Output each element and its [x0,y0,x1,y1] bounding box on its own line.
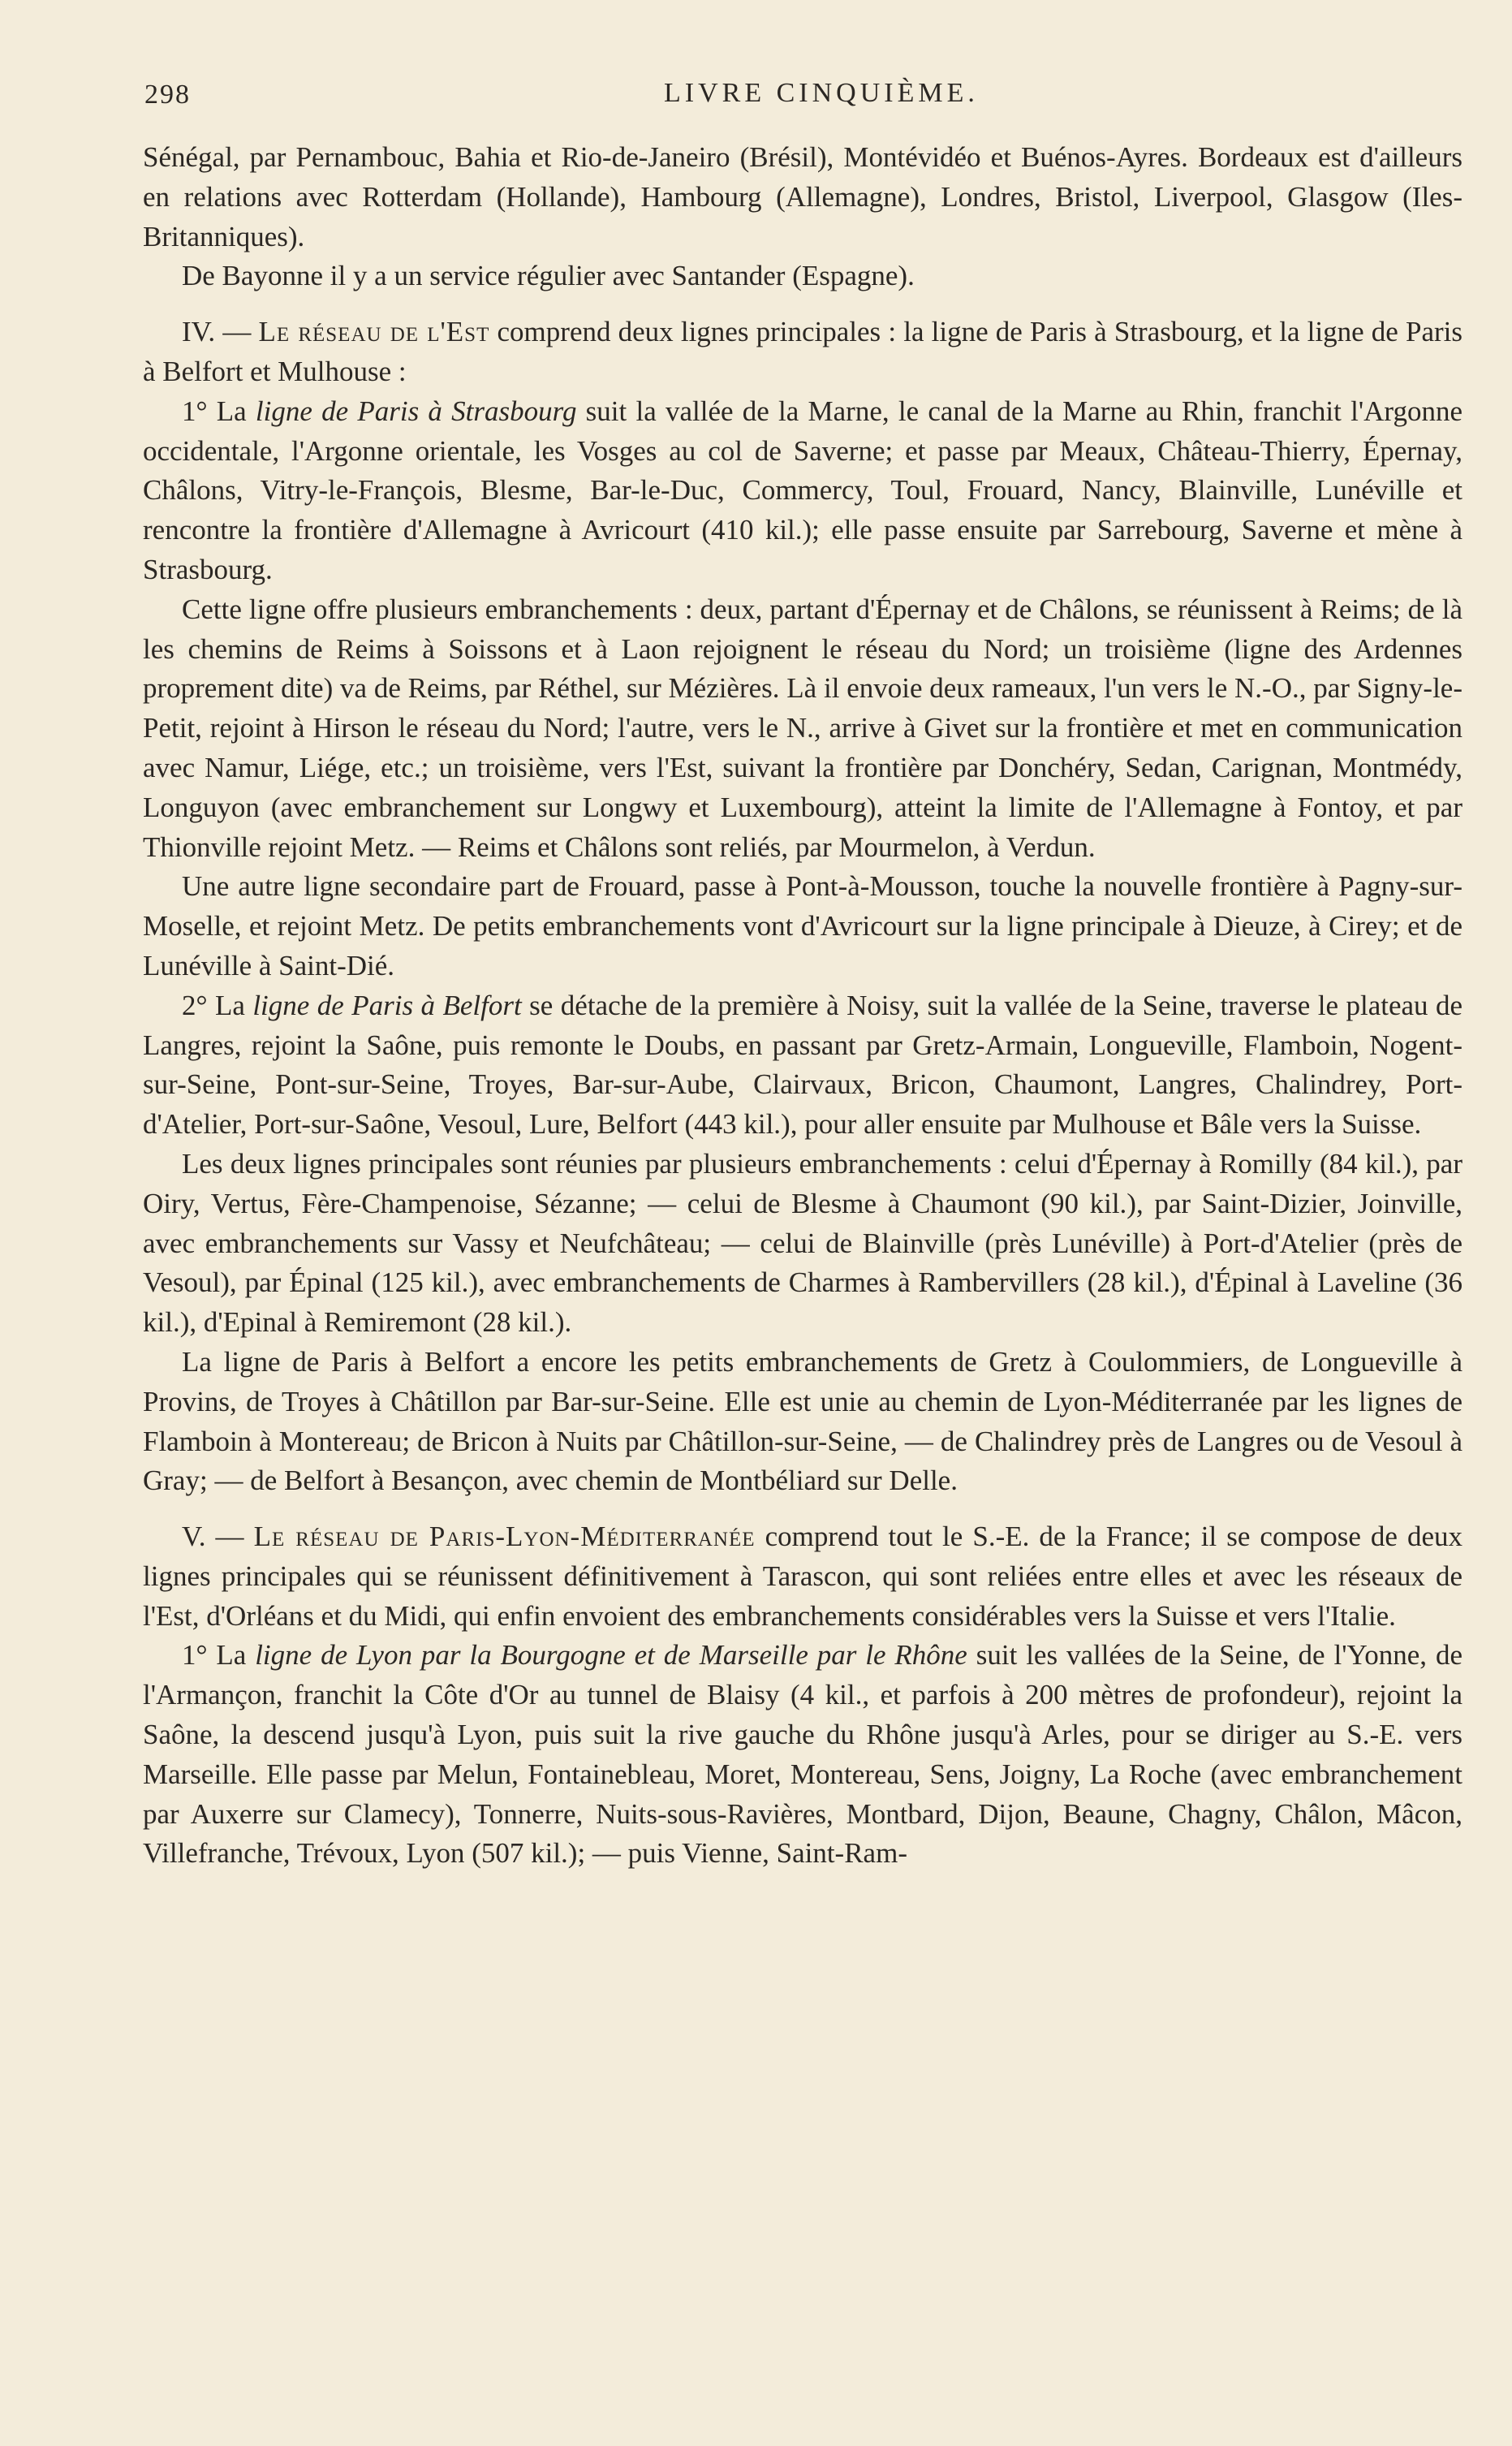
paragraph-text: comprend tout le S.-E. de la France; il se compose de deux lignes principales qui se réunissent définitivement à Tarascon, qui sont reliées entre elles et avec les réseaux de l'Est, d'Orléans et du Midi, qui enfin envoient des embranchements considérables vers la Suisse et vers l'Italie. [143,1521,1463,1632]
section-number: IV. — [182,316,259,348]
paragraph [143,986,1462,1145]
section-number: V. — [182,1521,254,1553]
page-number: 298 [144,80,191,110]
paragraph [143,1636,1462,1874]
paragraph-text: suit la vallée de la Marne, le canal de la Marne au Rhin, franchit l'Argonne occidentale, l'Argonne orientale, les Vosges au col de Saverne; et passe par Meaux, Château-Thierry, Épernay, Châlons, Vitry-le-François, Blesme, Bar-le-Duc, Commercy, Toul, Frouard, Nancy, Blainville, Lunéville et rencontre la frontière d'Allemagne à Avricourt (410 kil.); elle passe ensuite par Sarrebourg, Saverne et mène à Strasbourg. [143,395,1462,585]
italic-term: ligne de Paris à Strasbourg [255,395,577,427]
section-iv-paragraph [143,313,1462,392]
page-header [144,80,1463,120]
paragraph: Les deux lignes principales sont réunies par plusieurs embranchements : celui d'Épernay à Romilly (84 kil.), par Oiry, Vertus, Fère-Champenoise, Sézanne; — celui de Blesme à Chaumont (90 kil.), par Saint-Dizier, Joinville, avec embranchements sur Vassy et Neufchâteau; — celui de Blainville (près Lunéville) à Port-d'Atelier (près de Vesoul), par Épinal (125 kil.), avec embranchements de Charmes à Rambervillers (28 kil.), d'Épinal à Laveline (36 kil.), d'Epinal à Remiremont (28 kil.). [143,1147,1462,1339]
paragraph: Une autre ligne secondaire part de Frouard, passe à Pont-à-Mousson, touche la nouvelle frontière à Pagny-sur-Moselle, et rejoint Metz. De petits embranchements vont d'Avricourt sur la ligne principale à Dieuze, à Cirey; et de Lunéville à Saint-Dié. [143,870,1462,981]
body-text [143,138,1462,1874]
paragraph [143,392,1462,590]
paragraph-text: suit les vallées de la Seine, de l'Yonne, de l'Armançon, franchit la Côte d'Or au tunnel de Blaisy (4 kil., et parfois à 200 mètres de profondeur), rejoint la Saône, la descend jusqu'à Lyon, puis suit la rive gauche du Rhône jusqu'à Arles, pour se diriger au S.-E. vers Marseille. Elle passe par Melun, Fontainebleau, Moret, Montereau, Sens, Joigny, La Roche (avec embranchement par Auxerre sur Clamecy), Tonnerre, Nuits-sous-Ravières, Montbard, Dijon, Beaune, Chagny, Châlon, Mâcon, Villefranche, Trévoux, Lyon (507 kil.); — puis Vienne, Saint-Ram- [143,1639,1462,1870]
running-title: LIVRE CINQUIÈME. [664,78,979,108]
paragraph: La ligne de Paris à Belfort a encore les petits embranchements de Gretz à Coulommiers, de Longueville à Provins, de Troyes à Châtillon par Bar-sur-Seine. Elle est unie au chemin de Lyon-Méditerranée par les lignes de Flamboin à Montereau; de Bricon à Nuits par Châtillon-sur-Seine, — de Chalindrey près de Langres ou de Vesoul à Gray; — de Belfort à Besançon, avec chemin de Montbéliard sur Delle. [143,1345,1462,1497]
section-v-paragraph [143,1517,1462,1636]
paragraph-text: se détache de la première à Noisy, suit la vallée de la Seine, traverse le plateau de Langres, rejoint la Saône, puis remonte le Doubs, en passant par Gretz-Armain, Longueville, Flamboin, Nogent-sur-Seine, Pont-sur-Seine, Troyes, Bar-sur-Aube, Clairvaux, Bricon, Chaumont, Langres, Chalindrey, Port-d'Atelier, Port-sur-Saône, Vesoul, Lure, Belfort (443 kil.), pour aller ensuite par Mulhouse et Bâle vers la Suisse. [143,989,1463,1141]
paragraph-lead: 2° La [182,989,253,1021]
italic-term: ligne de Paris à Belfort [252,989,522,1021]
paragraph: Cette ligne offre plusieurs embranchements : deux, partant d'Épernay et de Châlons, se réunissent à Reims; de là les chemins de Reims à Soissons et à Laon rejoignent le réseau du Nord; un troisième (ligne des Ardennes proprement dite) va de Reims, par Réthel, sur Mézières. Là il envoie deux rameaux, l'un vers le N.-O., par Signy-le-Petit, rejoint à Hirson le réseau du Nord; l'autre, vers le N., arrive à Givet sur la frontière et met en communication avec Namur, Liége, etc.; un troisième, vers l'Est, suivant la frontière par Donchéry, Sedan, Carignan, Montmédy, Longuyon (avec embranchement sur Longwy et Luxembourg), atteint la limite de l'Allemagne à Fontoy, et par Thionville rejoint Metz. — Reims et Châlons sont reliés, par Mourmelon, à Verdun. [143,593,1462,863]
italic-term: ligne de Lyon par la Bourgogne et de Marseille par le Rhône [255,1639,967,1672]
paragraph-text: comprend deux lignes principales : la ligne de Paris à Strasbourg, et la ligne de Paris à Belfort et Mulhouse : [143,316,1463,387]
paragraph-lead: 1° La [182,1639,256,1672]
section-heading: Le réseau de Paris-Lyon-Méditerranée [253,1521,756,1553]
paragraph: Sénégal, par Pernambouc, Bahia et Rio-de-Janeiro (Brésil), Montévidéo et Buénos-Ayres. Bordeaux est d'ailleurs en relations avec Rotterdam (Hollande), Hambourg (Allemagne), Londres, Bristol, Liverpool, Glasgow (Iles-Britanniques). [143,141,1462,252]
paragraph-lead: 1° La [182,395,256,427]
section-heading: Le réseau de l'Est [258,316,490,348]
paragraph: De Bayonne il y a un service régulier avec Santander (Espagne). [182,260,915,292]
